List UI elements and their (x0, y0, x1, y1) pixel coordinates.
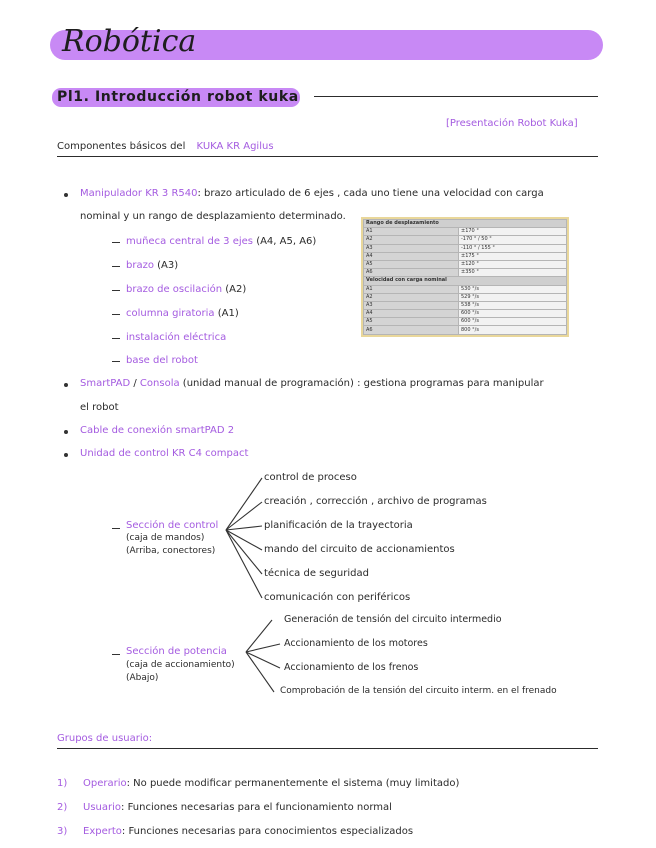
table-cell: A4 (364, 310, 459, 318)
user-group-item (57, 802, 392, 813)
page-title: Robótica (62, 24, 197, 59)
arrow-line (226, 526, 262, 530)
user-groups-heading: Grupos de usuario: (57, 733, 153, 744)
table-cell: ±120 ° (459, 260, 567, 268)
table-cell: ±350 ° (459, 269, 567, 277)
table-cell: A3 (364, 244, 459, 252)
control-item: mando del circuito de accionamientos (264, 544, 455, 555)
control-item: planificación de la trayectoria (264, 520, 413, 531)
table-cell: ±170 ° (459, 228, 567, 236)
control-section-label: Sección de control (126, 520, 219, 531)
manipulator-description-cont: nominal y un rango de desplazamiento determinado. (80, 211, 346, 222)
table-cell: 529 °/s (459, 293, 567, 301)
user-group-desc: : Funciones necesarias para conocimientos especializados (121, 826, 414, 837)
table-header: Velocidad con carga nominal (364, 277, 567, 285)
part-note: (A1) (217, 308, 239, 319)
power-item: Accionamiento de los frenos (284, 662, 419, 673)
components-heading-highlight: KUKA KR Agilus (196, 141, 274, 152)
reference-text: [Presentación Robot Kuka] (446, 118, 578, 129)
table-cell: ±175 ° (459, 252, 567, 260)
table-cell: -170 ° / 50 ° (459, 236, 567, 244)
user-group-desc: : Funciones necesarias para el funcionamiento normal (121, 802, 392, 813)
table-cell: 600 °/s (459, 310, 567, 318)
user-group-name: Usuario (83, 802, 122, 813)
user-group-num: 2) (57, 802, 68, 813)
user-group-num: 3) (57, 826, 68, 837)
user-group-desc: : No puede modificar permanentemente el sistema (muy limitado) (126, 778, 460, 789)
table-cell: -110 ° / 155 ° (459, 244, 567, 252)
power-item: Accionamiento de los motores (284, 638, 428, 649)
arrow-line (226, 478, 262, 530)
section-title: Pl1. Introducción robot kuka (57, 89, 299, 105)
dash (112, 654, 120, 655)
user-group-num: 1) (57, 778, 68, 789)
user-group-name: Operario (83, 778, 127, 789)
table-cell: A5 (364, 318, 459, 326)
table-cell: A2 (364, 236, 459, 244)
control-section-sub: (caja de mandos) (126, 533, 205, 543)
power-item: Comprobación de la tensión del circuito interm. en el frenado (280, 686, 557, 696)
part-label: base del robot (126, 355, 198, 366)
control-item: creación , corrección , archivo de programas (264, 496, 487, 507)
user-groups-rule (57, 748, 598, 749)
power-section-sub: (Abajo) (126, 673, 159, 683)
table-cell: A4 (364, 252, 459, 260)
table-cell: A3 (364, 301, 459, 309)
arrow-line (226, 502, 262, 530)
part-label: muñeca central de 3 ejes (126, 236, 253, 247)
arrow-line (226, 530, 262, 574)
part-note: (A4, A5, A6) (256, 236, 317, 247)
table-cell: A2 (364, 293, 459, 301)
table-cell: 800 °/s (459, 326, 567, 334)
control-item: técnica de seguridad (264, 568, 369, 579)
power-section-label: Sección de potencia (126, 646, 227, 657)
table-cell: A5 (364, 260, 459, 268)
table-cell: A1 (364, 228, 459, 236)
table-cell: A6 (364, 326, 459, 334)
cable-label: Cable de conexión smartPAD 2 (80, 425, 235, 436)
table-header: Rango de desplazamiento (364, 220, 567, 228)
part-note: (A3) (157, 260, 179, 271)
part-label: brazo (126, 260, 154, 271)
part-label: brazo de oscilación (126, 284, 223, 295)
part-label: instalación eléctrica (126, 332, 227, 343)
table-cell: 530 °/s (459, 285, 567, 293)
smartpad-sep: / (130, 378, 140, 389)
power-section-sub: (caja de accionamiento) (126, 660, 235, 670)
table-cell: 538 °/s (459, 301, 567, 309)
control-item: control de proceso (264, 472, 357, 483)
smartpad-description-cont: el robot (80, 402, 119, 413)
smartpad-label2: Consola (139, 378, 180, 389)
manipulator-description: : brazo articulado de 6 ejes , cada uno tiene una velocidad con carga (197, 188, 544, 199)
control-item: comunicación con periféricos (264, 592, 411, 603)
control-unit-label: Unidad de control KR C4 compact (80, 448, 249, 459)
user-group-name: Experto (83, 826, 122, 837)
manipulator-label: Manipulador KR 3 R540 (80, 188, 198, 199)
user-group-item (57, 778, 459, 789)
smartpad-label: SmartPAD (80, 378, 131, 389)
table-cell: 600 °/s (459, 318, 567, 326)
table-cell: A1 (364, 285, 459, 293)
part-label: columna giratoria (126, 308, 215, 319)
smartpad-description: (unidad manual de programación) : gestiona programas para manipular (182, 378, 544, 389)
table-cell: A6 (364, 269, 459, 277)
control-section-sub: (Arriba, conectores) (126, 546, 216, 556)
components-heading-text: Componentes básicos del (57, 141, 186, 152)
part-note: (A2) (225, 284, 247, 295)
user-group-item (57, 826, 413, 837)
power-item: Generación de tensión del circuito intermedio (284, 614, 502, 625)
